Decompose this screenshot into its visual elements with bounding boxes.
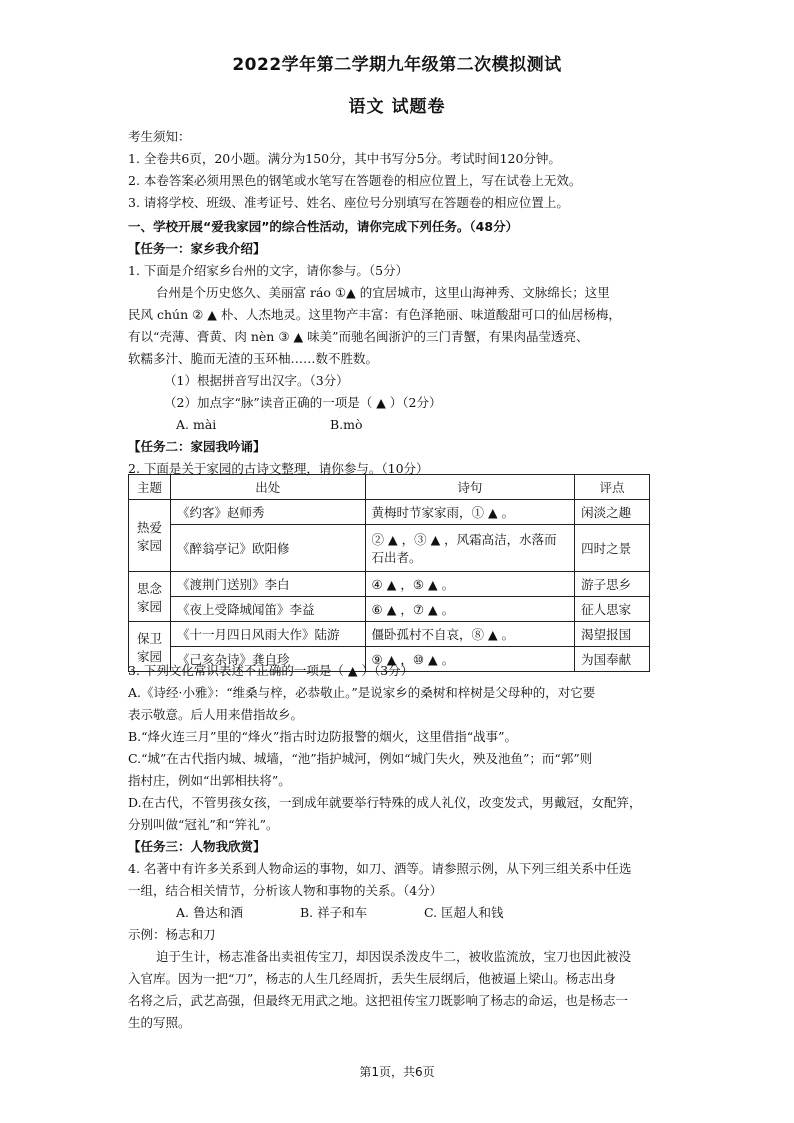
q4-line: 4. 名著中有许多关系到人物命运的事物，如刀、酒等。请参照示例，从下列三组关系中任选: [128, 861, 632, 876]
poem-table: [128, 474, 650, 672]
passage-line: 软糯多汁、脆而无渣的玉环柚……数不胜数。: [128, 351, 379, 366]
q1-option-a: A. mài: [176, 417, 217, 432]
q3-block: [128, 660, 668, 836]
table-header: 诗句: [365, 475, 575, 500]
q4-options: [128, 902, 668, 924]
table-header: 主题: [129, 475, 171, 500]
q3-option-line: 指村庄，例如“出郭相扶将”。: [128, 773, 291, 788]
q3-option-line: 分别叫做“冠礼”和“笄礼”。: [128, 817, 279, 832]
theme-text: 家园: [136, 537, 162, 553]
q4-line: 一组，结合相关情节，分析该人物和事物的关系。（4分）: [128, 883, 443, 898]
passage-line: 台州是个历史悠久、美丽富 ráo ①▲ 的宜居城市，这里山海神秀、文脉绵长；这里: [156, 285, 610, 300]
theme-text: 热爱: [136, 519, 162, 535]
table-row: [129, 622, 650, 647]
task3-block: [128, 836, 668, 1034]
comment-cell: 征人思家: [575, 597, 650, 622]
exam-subtitle: 语文 试题卷: [348, 97, 446, 117]
exam-title: 2022学年第二学期九年级第二次模拟测试: [232, 55, 562, 75]
source-cell: 《渡荆门送别》李白: [170, 572, 365, 597]
table-header: 评点: [575, 475, 650, 500]
q2-intro: 2. 下面是关于家园的古诗文整理，请你参与。（10分）: [128, 461, 429, 476]
theme-text: 思念: [136, 580, 162, 596]
source-cell: 《己亥杂诗》龚自珍: [170, 647, 365, 672]
q3-option-line: A.《诗经·小雅》：“维桑与梓，必恭敬止。”是说家乡的桑树和梓树是父母种的，对它要: [128, 685, 596, 700]
table-header: 出处: [170, 475, 365, 500]
comment-cell: 四时之景: [575, 525, 650, 572]
q4-option-b: B. 祥子和车: [299, 905, 368, 920]
q4-option-c: C. 匡超人和钱: [423, 905, 504, 920]
passage-line: 民风 chún ② ▲ 朴、人杰地灵。这里物产丰富：有色泽艳丽、味道酸甜可口的仙居杨梅，: [128, 307, 621, 322]
q3-option-line: C.“城”在古代指内城、城墙，“池”指护城河，例如“城门失火，殃及池鱼”；而“郭”则: [128, 751, 593, 766]
source-cell: 《十一月四日风雨大作》陆游: [170, 622, 365, 647]
example-line: 生的写照。: [128, 1015, 191, 1030]
theme-cell: [129, 572, 171, 622]
q1-sub2: （2）加点字“脉”读音正确的一项是（ ▲ ）（2分）: [164, 395, 442, 410]
comment-cell: 游子思乡: [575, 572, 650, 597]
source-cell: 《醉翁亭记》欧阳修: [170, 525, 365, 572]
page-footer: 第1页，共6页: [359, 1065, 435, 1079]
task3-heading: 【任务三：人物我欣赏】: [128, 839, 266, 854]
q3-option-line: D.在古代，不管男孩女孩，一到成年就要举行特殊的成人礼仪，改变发式，男戴冠，女配笄，: [128, 795, 642, 810]
q1-sub1: （1）根据拼音写出汉字。（3分）: [164, 373, 349, 388]
table-row: [129, 525, 650, 572]
q1-option-b: B.mò: [329, 417, 363, 432]
notice-item: 1. 全卷共6页，20小题。满分为150分，其中书写分5分。考试时间120分钟。: [128, 151, 561, 166]
section1-block: [128, 216, 668, 480]
notice-item: 3. 请将学校、班级、准考证号、姓名、座位号分别填写在答题卷的相应位置上。: [128, 195, 569, 210]
source-cell: 《夜上受降城闻笛》李益: [170, 597, 365, 622]
verse-cell: ⑨ ▲ ，⑩ ▲ 。: [365, 647, 575, 672]
example-line: 名将之后，武艺高强，但最终无用武之地。这把祖传宝刀既影响了杨志的命运，也是杨志一: [128, 993, 629, 1008]
section1-heading: 一、学校开展“爱我家园”的综合性活动，请你完成下列任务。（48分）: [128, 219, 519, 234]
comment-cell: 为国奉献: [575, 647, 650, 672]
theme-text: 家园: [136, 598, 162, 614]
q1-options: [128, 414, 668, 436]
table-row: [129, 597, 650, 622]
verse-cell: 黄梅时节家家雨，① ▲ 。: [365, 500, 575, 525]
q3-intro: 3. 下列文化常识表述不正确的一项是（ ▲ ）（3分）: [128, 663, 414, 678]
q4-option-a: A. 鲁达和酒: [176, 905, 243, 920]
q3-option-line: B.“烽火连三月”里的“烽火”指古时边防报警的烟火，这里借指“战事”。: [128, 729, 518, 744]
source-cell: 《约客》赵师秀: [170, 500, 365, 525]
q1-intro: 1. 下面是介绍家乡台州的文字，请你参与。（5分）: [128, 263, 409, 278]
notice-item: 2. 本卷答案必须用黑色的钢笔或水笔写在答题卷的相应位置上，写在试卷上无效。: [128, 173, 582, 188]
verse-cell: ④ ▲ ，⑤ ▲ 。: [365, 572, 575, 597]
notice-block: [128, 126, 668, 214]
verse-cell: ⑥ ▲ ，⑦ ▲ 。: [365, 597, 575, 622]
task1-heading: 【任务一：家乡我介绍】: [128, 241, 266, 256]
comment-cell: 闲淡之趣: [575, 500, 650, 525]
task2-heading: 【任务二：家园我吟诵】: [128, 439, 266, 454]
q3-option-line: 表示敬意。后人用来借指故乡。: [128, 707, 304, 722]
table-row: [129, 500, 650, 525]
table-header-row: [129, 475, 650, 500]
theme-text: 家园: [136, 648, 162, 664]
verse-cell: 僵卧孤村不自哀，⑧ ▲ 。: [365, 622, 575, 647]
notice-heading: 考生须知：: [128, 129, 191, 144]
example-heading: 示例：杨志和刀: [128, 927, 216, 942]
theme-cell: [129, 500, 171, 572]
comment-cell: 渴望报国: [575, 622, 650, 647]
example-line: 迫于生计，杨志准备出卖祖传宝刀，却因误杀泼皮牛二，被收监流放，宝刀也因此被没: [156, 949, 632, 964]
verse-cell: ② ▲ ，③ ▲ ，风霜高洁，水落而石出者。: [365, 525, 575, 572]
table-row: [129, 572, 650, 597]
passage-line: 有以“壳薄、膏黄、肉 nèn ③ ▲ 味美”而驰名闽浙沪的三门青蟹，有果肉晶莹透亮、: [128, 329, 589, 344]
theme-text: 保卫: [136, 630, 162, 646]
example-line: 入官库。因为一把“刀”，杨志的人生几经周折，丢失生辰纲后，他被逼上梁山。杨志出身: [128, 971, 616, 986]
